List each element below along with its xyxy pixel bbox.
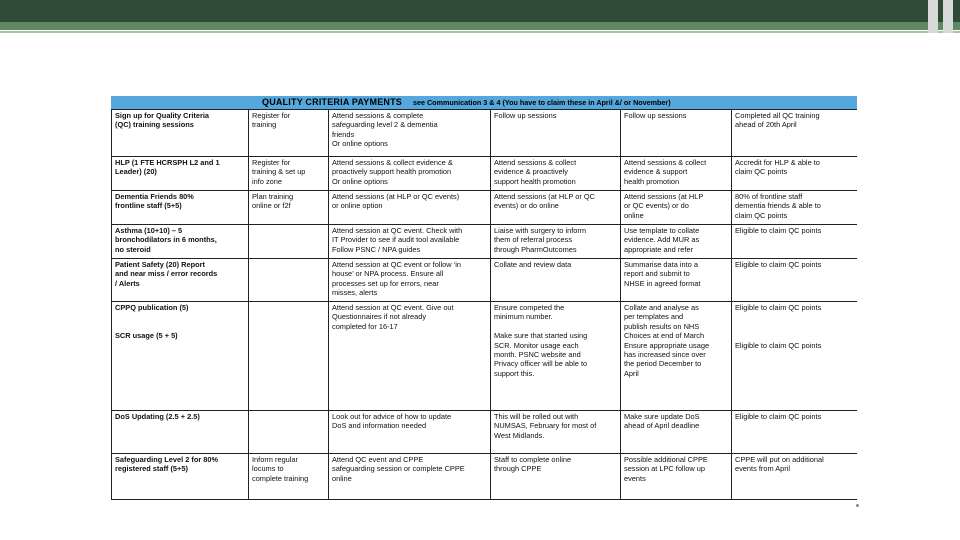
table-cell xyxy=(732,259,858,302)
cell-text-line: / Alerts xyxy=(115,278,140,288)
page-marker xyxy=(856,504,859,507)
header-band-light xyxy=(0,22,960,30)
table-cell xyxy=(621,191,732,225)
cell-text-line: 80% of frontline staff xyxy=(735,192,803,201)
cell-text-line: appropriate and refer xyxy=(624,244,694,254)
cell-text-line: events xyxy=(624,473,646,483)
table-row xyxy=(112,110,858,157)
cell-text-line: ahead of April deadline xyxy=(624,421,700,431)
table-row xyxy=(112,259,858,302)
table-cell xyxy=(621,454,732,500)
cell-text-line: Collate and analyse as xyxy=(624,303,699,312)
cell-text-line: training xyxy=(252,120,277,130)
cell-text-line: claim QC points xyxy=(735,210,788,220)
cell-text-line: complete training xyxy=(252,473,309,483)
cell-text-line: Sign up for Quality Criteria xyxy=(115,111,210,120)
table-cell xyxy=(621,302,732,411)
cell-text-line: or QC events) or do xyxy=(624,201,689,211)
table-cell xyxy=(329,259,491,302)
cell-text-line: Register for xyxy=(252,158,291,167)
cell-text-line: evidence. Add MUR as xyxy=(624,235,700,245)
cell-text-line: Accredit for HLP & able to xyxy=(735,158,820,167)
cell-text-line: Questionnaires if not already xyxy=(332,312,427,322)
cell-text-line: DoS Updating (2.5 + 2.5) xyxy=(115,412,200,421)
cell-text-line: safeguarding level 2 & dementia xyxy=(332,120,438,130)
cell-text-line: friends xyxy=(332,129,355,139)
cell-text-line: Collate and review data xyxy=(494,260,572,269)
cell-text-line: processes set up for errors, near xyxy=(332,278,439,288)
cell-text-line: NHSE in agreed format xyxy=(624,278,701,288)
cell-text-line: Attend sessions (at HLP or QC xyxy=(494,192,595,201)
cell-text-line: session at LPC follow up xyxy=(624,464,705,474)
cell-text-line: Attend sessions & collect xyxy=(624,158,707,167)
table-cell xyxy=(249,411,329,454)
cell-text-line: training & set up xyxy=(252,167,306,177)
table-row xyxy=(112,454,858,500)
cell-text-line: Safeguarding Level 2 for 80% xyxy=(115,455,219,464)
table-cell xyxy=(491,157,621,191)
cell-text-line: online xyxy=(624,210,644,220)
cell-text-line: Or online options xyxy=(332,176,388,186)
cell-text-line: Attend session at QC event or follow ‘in xyxy=(332,260,461,269)
cell-text-line: claim QC points xyxy=(735,167,788,177)
criteria-cell xyxy=(112,225,249,259)
cell-text-line: report and submit to xyxy=(624,269,690,279)
cell-text-line: Eligible to claim QC points xyxy=(735,340,822,350)
cell-text-line xyxy=(735,312,854,321)
cell-text-line: no steroid xyxy=(115,244,151,254)
table-title-bar xyxy=(111,96,857,109)
table-cell xyxy=(732,157,858,191)
cell-text-line: (QC) training sessions xyxy=(115,120,194,130)
cell-text-line: Liaise with surgery to inform xyxy=(494,226,587,235)
cell-text-line: online xyxy=(332,473,352,483)
cell-text-line xyxy=(494,322,617,331)
criteria-cell xyxy=(112,259,249,302)
cell-text-line: Attend sessions (at HLP xyxy=(624,192,704,201)
cell-text-line: Summarise data into a xyxy=(624,260,698,269)
cell-text-line: health promotion xyxy=(624,176,680,186)
table-cell xyxy=(732,225,858,259)
cell-text-line: Dementia Friends 80% xyxy=(115,192,194,201)
table-cell xyxy=(249,454,329,500)
cell-text-line: This will be rolled out with xyxy=(494,412,579,421)
cell-text-line: Ensure appropriate usage xyxy=(624,340,710,350)
header-band-dark xyxy=(0,0,960,22)
table-cell xyxy=(249,259,329,302)
cell-text-line: month. PSNC website and xyxy=(494,350,581,360)
cell-text-line: IT Provider to see if audit tool available xyxy=(332,235,460,245)
cell-text-line xyxy=(735,322,854,331)
table-row xyxy=(112,191,858,225)
cell-text-line: SCR. Monitor usage each xyxy=(494,340,579,350)
table-cell xyxy=(329,225,491,259)
cell-text-line: dementia friends & able to xyxy=(735,201,821,211)
cell-text-line: Leader) (20) xyxy=(115,167,157,177)
cell-text-line: Use template to collate xyxy=(624,226,700,235)
table-cell xyxy=(621,259,732,302)
table-cell xyxy=(732,191,858,225)
table-cell xyxy=(491,191,621,225)
cell-text-line: through PharmOutcomes xyxy=(494,244,577,254)
table-cell xyxy=(491,225,621,259)
table-cell xyxy=(621,225,732,259)
cell-text-line: Attend QC event and CPPE xyxy=(332,455,424,464)
cell-text-line: Staff to complete online xyxy=(494,455,572,464)
table-cell xyxy=(732,110,858,157)
cell-text-line: Follow up sessions xyxy=(624,111,687,120)
table-cell xyxy=(329,411,491,454)
cell-text-line: Choices at end of March xyxy=(624,331,705,341)
cell-text-line: Eligible to claim QC points xyxy=(735,303,822,312)
table-cell xyxy=(329,157,491,191)
cell-text-line: the period December to xyxy=(624,359,702,369)
criteria-cell xyxy=(112,110,249,157)
criteria-cell xyxy=(112,191,249,225)
table-cell xyxy=(249,225,329,259)
cell-text-line: NUMSAS, February for most of xyxy=(494,421,597,431)
cell-text-line: West Midlands. xyxy=(494,430,545,440)
cell-text-line: bronchodilators in 6 months, xyxy=(115,235,217,245)
cell-text-line: frontline staff (5+5) xyxy=(115,201,182,211)
table-cell xyxy=(491,454,621,500)
cell-text-line: safeguarding session or complete CPPE xyxy=(332,464,465,474)
cell-text-line: Ensure competed the xyxy=(494,303,565,312)
table-cell xyxy=(329,454,491,500)
table-title: QUALITY CRITERIA PAYMENTS xyxy=(262,97,403,107)
table-cell xyxy=(249,157,329,191)
quality-criteria-table xyxy=(111,109,857,500)
cell-text-line: Follow PSNC / NPA guides xyxy=(332,244,421,254)
cell-text-line: Follow up sessions xyxy=(494,111,557,120)
cell-text-line: Privacy officer will be able to xyxy=(494,359,588,369)
cell-text-line: Completed all QC training xyxy=(735,111,820,120)
cell-text-line: CPPE will put on additional xyxy=(735,455,824,464)
cell-text-line: or online option xyxy=(332,201,383,211)
cell-text-line: online or f2f xyxy=(252,201,291,211)
cell-text-line: minimum number. xyxy=(494,312,553,322)
corner-decoration xyxy=(928,0,938,33)
cell-text-line: Patient Safety (20) Report xyxy=(115,260,205,269)
table-subtitle: see Communication 3 & 4 (You have to claim these in April &/ or November) xyxy=(413,98,671,107)
cell-text-line: publish results on NHS xyxy=(624,321,700,331)
cell-text-line: Possible additional CPPE xyxy=(624,455,708,464)
cell-text-line: through CPPE xyxy=(494,464,542,474)
cell-text-line: locums to xyxy=(252,464,284,474)
cell-text-line: events) or do online xyxy=(494,201,559,211)
cell-text-line: per templates and xyxy=(624,312,684,322)
cell-text-line: CPPQ publication (5) xyxy=(115,303,189,312)
cell-text-line: DoS and information needed xyxy=(332,421,427,431)
cell-text-line: Look out for advice of how to update xyxy=(332,412,452,421)
cell-text-line: evidence & proactively xyxy=(494,167,568,177)
cell-text-line: completed for 16-17 xyxy=(332,321,398,331)
table-cell xyxy=(249,302,329,411)
cell-text-line: SCR usage (5 + 5) xyxy=(115,331,178,341)
table-cell xyxy=(491,411,621,454)
cell-text-line: Attend sessions & collect evidence & xyxy=(332,158,453,167)
cell-text-line: HLP (1 FTE HCRSPH L2 and 1 xyxy=(115,158,220,167)
criteria-cell xyxy=(112,157,249,191)
cell-text-line: has increased since over xyxy=(624,350,706,360)
table-cell xyxy=(621,157,732,191)
cell-text-line: info zone xyxy=(252,176,282,186)
cell-text-line: and near miss / error records xyxy=(115,269,218,279)
cell-text-line: events from April xyxy=(735,464,791,474)
table-cell xyxy=(491,110,621,157)
cell-text-line: Attend session at QC event. Check with xyxy=(332,226,463,235)
table-cell xyxy=(621,110,732,157)
table-cell xyxy=(329,302,491,411)
cell-text-line: Attend session at QC event. Give out xyxy=(332,303,454,312)
cell-text-line: Attend sessions & complete xyxy=(332,111,424,120)
cell-text-line xyxy=(115,322,245,331)
table-row xyxy=(112,411,858,454)
cell-text-line: ahead of 20th April xyxy=(735,120,797,130)
cell-text-line: Eligible to claim QC points xyxy=(735,412,822,421)
cell-text-line: Make sure that started using xyxy=(494,331,588,341)
cell-text-line: proactively support health promotion xyxy=(332,167,452,177)
table-cell xyxy=(732,411,858,454)
table-cell xyxy=(491,259,621,302)
table-cell xyxy=(491,302,621,411)
cell-text-line: Asthma (10+10) – 5 xyxy=(115,226,183,235)
criteria-cell xyxy=(112,454,249,500)
cell-text-line: Eligible to claim QC points xyxy=(735,260,822,269)
cell-text-line: registered staff (5+5) xyxy=(115,464,188,474)
table-cell xyxy=(732,454,858,500)
table-cell xyxy=(329,110,491,157)
cell-text-line: misses, alerts xyxy=(332,288,378,298)
cell-text-line: support health promotion xyxy=(494,176,576,186)
cell-text-line: Make sure update DoS xyxy=(624,412,700,421)
table-cell xyxy=(249,191,329,225)
corner-decoration xyxy=(943,0,953,33)
table-row xyxy=(112,157,858,191)
cell-text-line: Register for xyxy=(252,111,291,120)
cell-text-line: April xyxy=(624,368,639,378)
cell-text-line: them of referral process xyxy=(494,235,573,245)
table-row xyxy=(112,225,858,259)
cell-text-line: Or online options xyxy=(332,139,388,149)
cell-text-line: Attend sessions & collect xyxy=(494,158,577,167)
cell-text-line: support this. xyxy=(494,368,535,378)
table-cell xyxy=(732,302,858,411)
cell-text-line: Eligible to claim QC points xyxy=(735,226,822,235)
criteria-cell xyxy=(112,302,249,411)
header-band-line xyxy=(0,31,960,33)
table-cell xyxy=(329,191,491,225)
cell-text-line: Inform regular xyxy=(252,455,299,464)
table-row xyxy=(112,302,858,411)
table-cell xyxy=(621,411,732,454)
cell-text-line: house’ or NPA process. Ensure all xyxy=(332,269,444,279)
cell-text-line xyxy=(115,312,245,321)
table-cell xyxy=(249,110,329,157)
criteria-cell xyxy=(112,411,249,454)
cell-text-line: Attend sessions (at HLP or QC events) xyxy=(332,192,460,201)
cell-text-line xyxy=(735,331,854,340)
qc-document xyxy=(111,96,857,508)
cell-text-line: Plan training xyxy=(252,192,294,201)
cell-text-line: evidence & support xyxy=(624,167,688,177)
